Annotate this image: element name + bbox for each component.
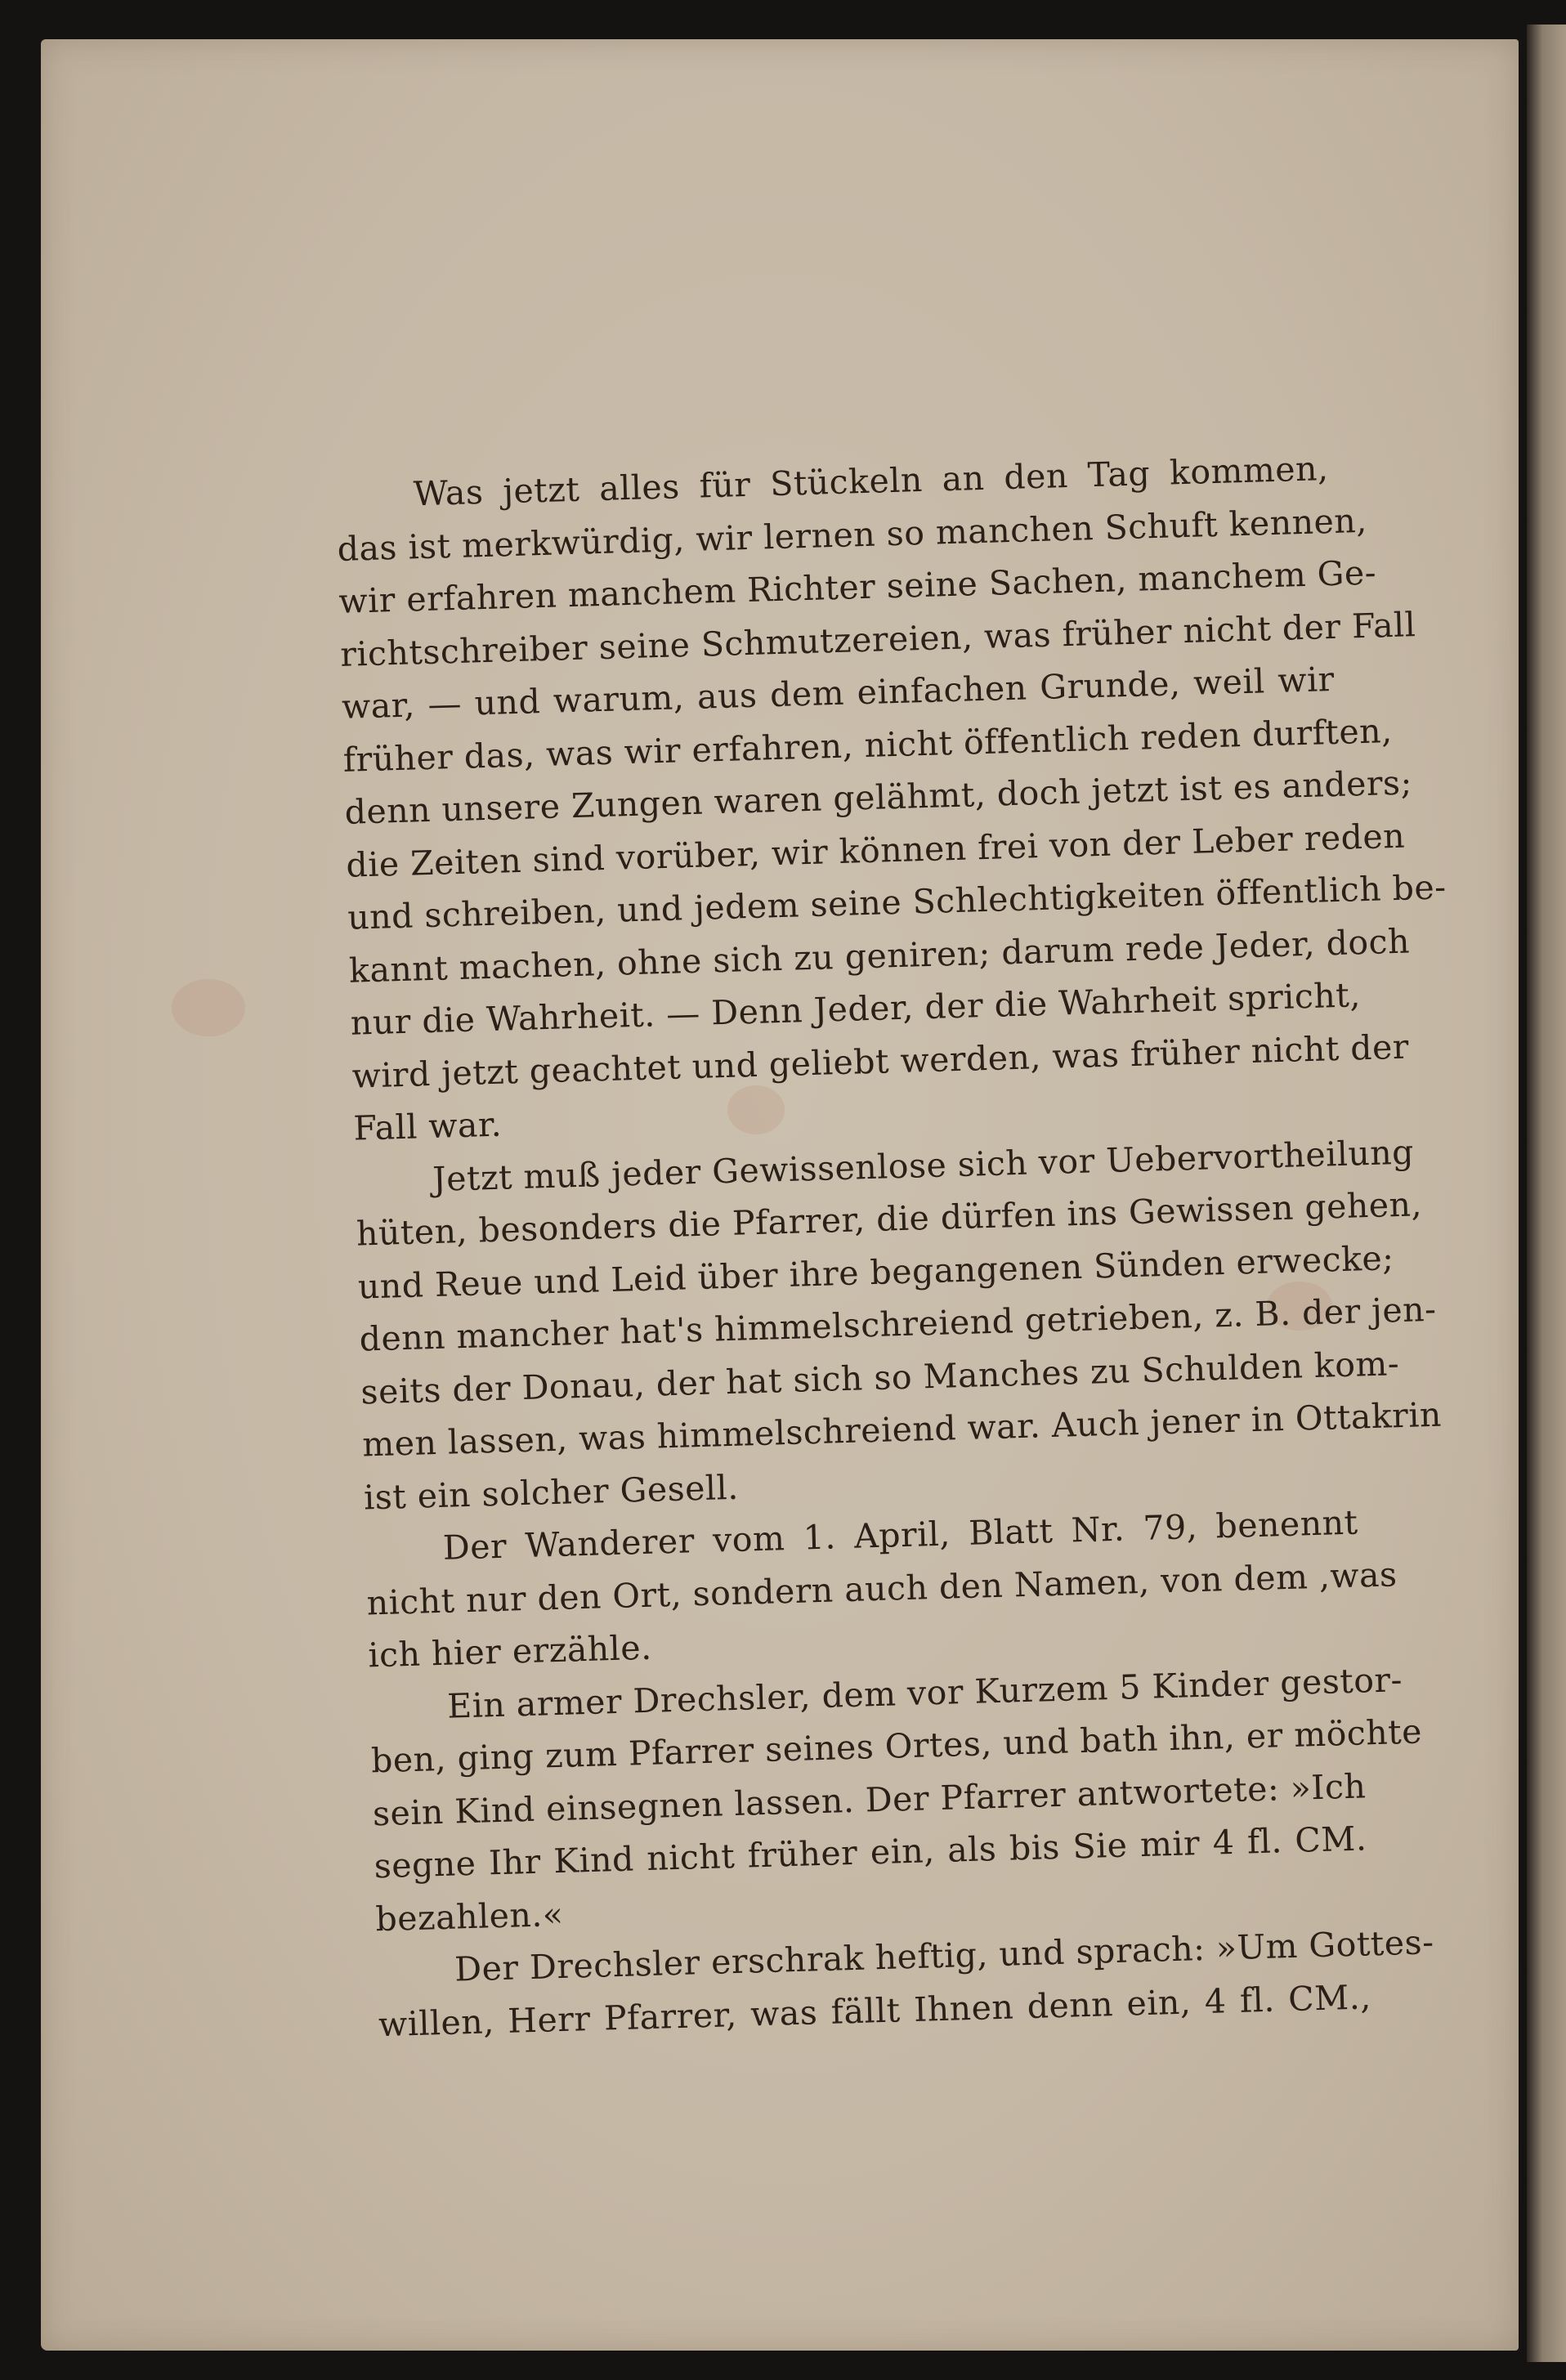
text-line: willen, Herr Pfarrer, was fällt Ihnen denn ein, 4 fl. CM., — [378, 1976, 1372, 2044]
text-line: segne Ihr Kind nicht früher ein, als bis Sie mir 4 fl. CM. — [374, 1819, 1367, 1886]
text-line: wir erfahren manchem Richter seine Sachen, manchem Ge- — [338, 552, 1377, 621]
text-line: kannt machen, ohne sich zu geniren; darum rede Jeder, doch — [348, 921, 1411, 991]
text-line: wird jetzt geachtet und geliebt werden, was früher nicht der — [351, 1027, 1410, 1096]
body-text — [335, 442, 1447, 2051]
text-line: Der Wanderer vom 1. April, Blatt Nr. 79, benennt — [442, 1502, 1359, 1568]
text-line: ich hier erzähle. — [367, 1627, 653, 1675]
text-line: denn mancher hat's himmelschreiend getrieben, z. B. der jen- — [359, 1289, 1438, 1359]
text-line: war, — und warum, aus dem einfachen Grunde, weil wir — [341, 659, 1336, 727]
text-line: Ein armer Drechsler, dem vor Kurzem 5 Kinder gestor- — [446, 1659, 1403, 1726]
text-line: ben, ging zum Pfarrer seines Ortes, und bath ihn, er möchte — [370, 1711, 1423, 1781]
text-line: bezahlen.« — [374, 1894, 564, 1939]
text-line: richtschreiber seine Schmutzereien, was früher nicht der Fall — [339, 604, 1416, 674]
text-line: früher das, was wir erfahren, nicht öffentlich reden durften, — [342, 710, 1394, 780]
text-line: das ist merkwürdig, wir lernen so manchen Schuft kennen, — [337, 500, 1368, 569]
text-line: hüten, besonders die Pfarrer, die dürfen ins Gewissen gehen, — [356, 1184, 1423, 1254]
text-line: und schreiben, und jedem seine Schlechtigkeiten öffentlich be- — [347, 867, 1447, 937]
paper-stain — [172, 979, 245, 1036]
text-line: sein Kind einsegnen lassen. Der Pfarrer antwortete: »Ich — [372, 1765, 1367, 1833]
text-line: und Reue und Leid über ihre begangenen Sünden erwecke; — [357, 1237, 1395, 1307]
text-line: Der Drechsler erschrak heftig, und sprach: »Um Gottes- — [454, 1922, 1435, 1989]
text-line: denn unsere Zungen waren gelähmt, doch jetzt ist es anders; — [344, 763, 1413, 832]
text-line: ist ein solcher Gesell. — [363, 1467, 740, 1518]
text-line: men lassen, was himmelschreiend war. Auch jener in Ottakrin — [361, 1394, 1443, 1465]
text-line: die Zeiten sind vorüber, wir können frei von der Leber reden — [345, 816, 1406, 885]
text-line: Jetzt muß jeder Gewissenlose sich vor Uebervortheilung — [432, 1131, 1415, 1199]
text-line: seits der Donau, der hat sich so Manches zu Schulden kom- — [360, 1343, 1400, 1412]
text-line: nur die Wahrheit. — Denn Jeder, der die Wahrheit spricht, — [350, 975, 1362, 1043]
text-line: nicht nur den Ort, sondern auch den Namen, von dem ,was — [366, 1554, 1398, 1622]
text-line: Fall war. — [352, 1104, 503, 1148]
text-line: Was jetzt alles für Stückeln an den Tag kommen, — [413, 449, 1330, 514]
adjacent-page-edge — [1527, 25, 1566, 2362]
